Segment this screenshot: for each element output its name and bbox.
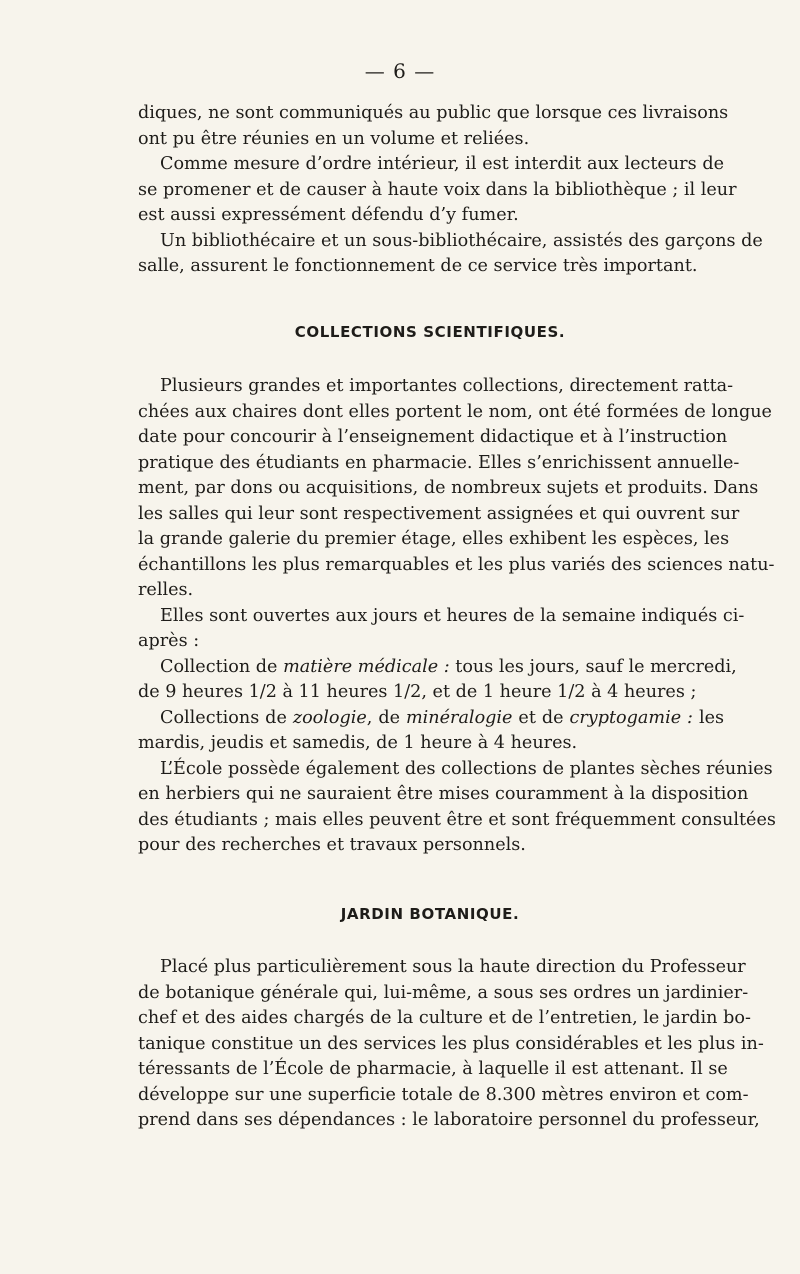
text-line: développe sur une superficie totale de 8.300 mètres environ et com- <box>138 1084 749 1105</box>
text-line: diques, ne sont communiqués au public que lorsque ces livraisons <box>138 103 729 123</box>
text-line: tanique constitue un des services les plus considérables et les plus in- <box>138 1033 764 1054</box>
text-line: des étudiants ; mais elles peuvent être et sont fréquemment consultées <box>138 809 776 830</box>
schedule-1-hours: de 9 heures 1/2 à 11 heures 1/2, et de 1 heure 1/2 à 4 heures ; <box>138 682 697 702</box>
schedule-2-hours: mardis, jeudis et samedis, de 1 heure à 4 heures. <box>138 733 578 753</box>
text-line: après : <box>138 631 200 651</box>
schedule-2-separator-1: , de <box>366 707 406 728</box>
schedule-matiere-medicale <box>138 655 737 681</box>
subject-cryptogamie: cryptogamie : <box>569 707 693 728</box>
subject-matiere-medicale: matière médicale : <box>283 656 450 677</box>
text-line: prend dans ses dépendances : le laboratoire personnel du professeur, <box>138 1110 760 1130</box>
text-line: Plusieurs grandes et importantes collections, directement ratta- <box>160 376 734 396</box>
subject-zoologie: zoologie <box>292 707 367 728</box>
text-line: salle, assurent le fonctionnement de ce service très important. <box>138 256 698 276</box>
text-line: date pour concourir à l’enseignement didactique et à l’instruction <box>138 427 728 447</box>
herbiers-paragraph <box>138 757 776 859</box>
text-line: est aussi expressément défendu d’y fumer. <box>138 205 519 225</box>
text-line: se promener et de causer à haute voix dans la bibliothèque ; il leur <box>138 179 737 200</box>
text-line: chées aux chaires dont elles portent le nom, ont été formées de longue <box>138 401 772 422</box>
jardin-paragraph <box>138 955 764 1134</box>
text-line: ment, par dons ou acquisitions, de nombreux sujets et produits. Dans <box>138 478 759 498</box>
text-line: Un bibliothécaire et un sous-bibliothécaire, assistés des garçons de <box>160 230 763 251</box>
text-line: téressants de l’École de pharmacie, à laquelle il est attenant. Il se <box>138 1059 728 1079</box>
collections-section-body <box>138 374 776 859</box>
heading-collections-scientifiques: COLLECTIONS SCIENTIFIQUES. <box>294 323 566 341</box>
page-number: — 6 — <box>364 59 436 83</box>
text-line: Placé plus particulièrement sous la haute direction du Professeur <box>160 957 746 977</box>
text-line: de botanique générale qui, lui-même, a sous ses ordres un jardinier- <box>138 982 749 1003</box>
schedule-1-suffix: tous les jours, sauf le mercredi, <box>449 656 737 677</box>
text-line: les salles qui leur sont respectivement assignées et qui ouvrent sur <box>138 503 740 524</box>
subject-mineralogie: minéralogie <box>405 707 513 728</box>
text-line: ont pu être réunies en un volume et reliées. <box>138 128 530 149</box>
schedule-2-prefix: Collections de <box>160 707 293 728</box>
text-line: Elles sont ouvertes aux jours et heures de la semaine indiqués ci- <box>160 605 745 626</box>
schedule-2-suffix: les <box>692 707 725 728</box>
intro-paragraphs <box>138 101 763 280</box>
schedule-1-prefix: Collection de <box>160 656 284 677</box>
text-line: L’École possède également des collections de plantes sèches réunies <box>160 758 773 779</box>
text-line: relles. <box>138 580 194 600</box>
text-line: Comme mesure d’ordre intérieur, il est interdit aux lecteurs de <box>160 154 724 174</box>
text-line: pour des recherches et travaux personnels. <box>138 835 526 855</box>
schedule-zoologie-mineralogie-cryptogamie <box>138 706 724 732</box>
schedule-2-separator-2: et de <box>512 707 570 728</box>
text-line: chef et des aides chargés de la culture et de l’entretien, le jardin bo- <box>138 1008 751 1028</box>
text-line: la grande galerie du premier étage, elles exhibent les espèces, les <box>138 529 730 549</box>
heading-jardin-botanique: JARDIN BOTANIQUE. <box>340 905 520 923</box>
text-line: échantillons les plus remarquables et les plus variés des sciences natu- <box>138 554 775 575</box>
collections-paragraphs <box>138 374 775 655</box>
text-line: en herbiers qui ne sauraient être mises couramment à la disposition <box>138 784 749 804</box>
text-line: pratique des étudiants en pharmacie. Elles s’enrichissent annuelle- <box>138 452 740 473</box>
